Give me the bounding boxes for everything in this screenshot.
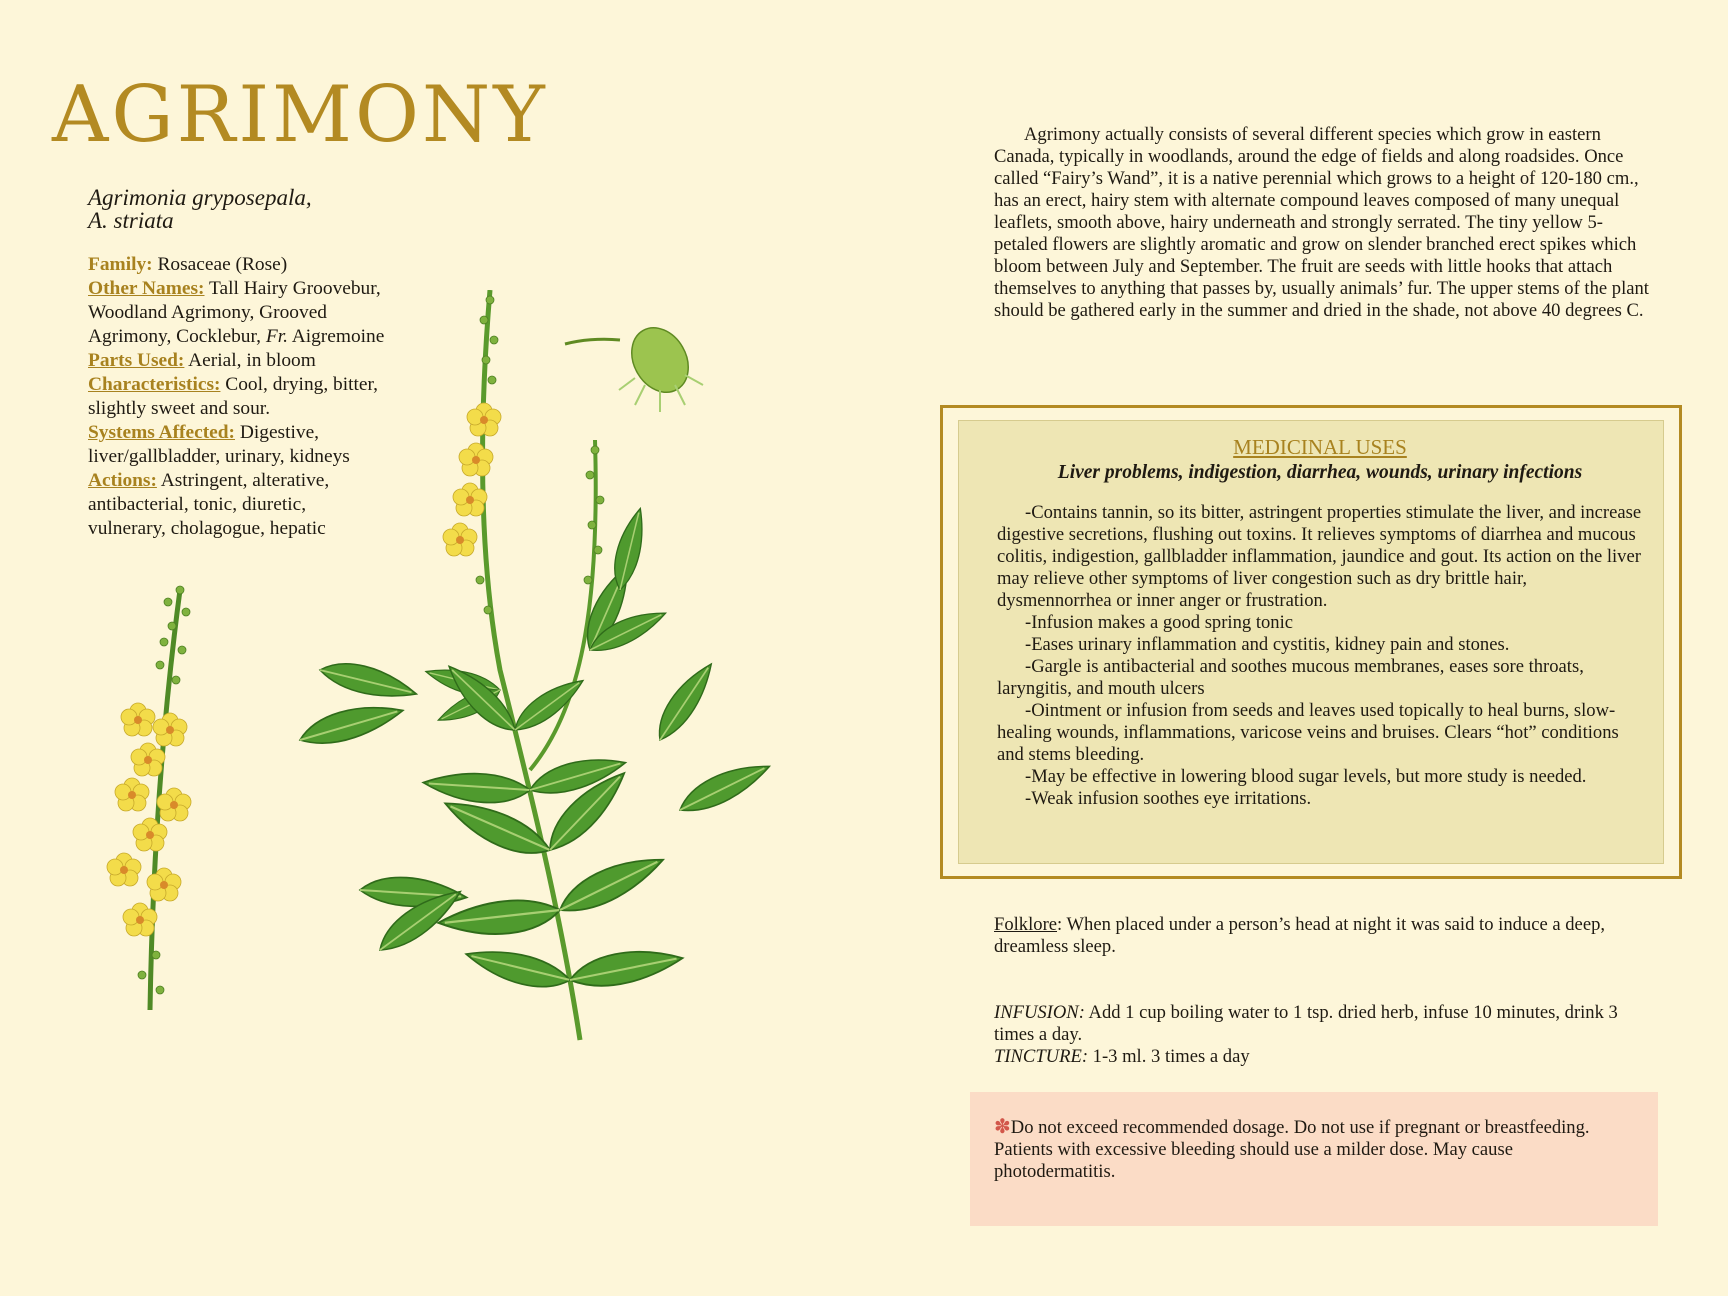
medicinal-use-item: -Contains tannin, so its bitter, astringent properties stimulate the liver, and increase digestive secretions, flushing out toxins. It relieves symptoms of diarrhea and mucous colitis, indigestion, gallbladder inflammation, jaundice and gout. Its action on the liver may relieve other symptoms of liver congestion such as dry brittle hair, dysmennorrhea or inner anger or frustration.	[997, 502, 1642, 611]
medicinal-uses-box	[940, 405, 1682, 879]
fact-actions-value: Astringent, alterative, antibacterial, tonic, diuretic, vulnerary, cholagogue, hepatic	[88, 470, 330, 539]
medicinal-use-item: -Gargle is antibacterial and soothes mucous membranes, eases sore throats, laryngitis, and mouth ulcers	[997, 656, 1584, 699]
dosage-section	[994, 1002, 1654, 1068]
medicinal-use-item: -Eases urinary inflammation and cystitis, kidney pain and stones.	[1025, 634, 1510, 655]
latin-name-line-1: Agrimonia gryposepala,	[88, 185, 312, 210]
fact-other-names-label: Other Names:	[88, 278, 205, 299]
infusion-text: Add 1 cup boiling water to 1 tsp. dried herb, infuse 10 minutes, drink 3 times a day.	[994, 1002, 1618, 1045]
medicinal-use-item: -May be effective in lowering blood sugar levels, but more study is needed.	[1025, 766, 1587, 787]
asterisk-flower-icon: ✽	[994, 1116, 1011, 1138]
fact-other-names-fr-value: Aigremoine	[287, 326, 385, 347]
fact-actions-label: Actions:	[88, 470, 157, 491]
fact-family-value: Rosaceae (Rose)	[152, 254, 288, 275]
fact-other-names-value: Tall Hairy Groovebur, Woodland Agrimony, Grooved Agrimony, Cocklebur,	[88, 278, 381, 347]
warning-box	[970, 1092, 1658, 1226]
folklore-note	[994, 914, 1644, 958]
infusion-label: INFUSION:	[994, 1002, 1085, 1023]
medicinal-use-item: -Ointment or infusion from seeds and leaves used topically to heal burns, slow-healing wounds, inflammations, varicose veins and bruises. Clears “hot” conditions and stems bleeding.	[997, 700, 1619, 765]
folklore-label: Folklore	[994, 914, 1058, 935]
medicinal-use-item: -Infusion makes a good spring tonic	[1025, 612, 1294, 633]
tincture-dosage	[994, 1046, 1654, 1068]
fact-characteristics-label: Characteristics:	[88, 374, 221, 395]
agrimony-illustration	[60, 290, 820, 1150]
latin-name-line-2: A. striata	[88, 208, 174, 233]
latin-name	[88, 186, 418, 232]
medicinal-uses-title: MEDICINAL USES	[1233, 435, 1407, 459]
fact-family	[88, 253, 388, 277]
warning-text: Do not exceed recommended dosage. Do not use if pregnant or breastfeeding. Patients with excessive bleeding should use a milder dose. May cause photodermatitis.	[994, 1117, 1590, 1182]
main-plant	[296, 290, 775, 1040]
page-title: AGRIMONY	[52, 70, 548, 160]
folklore-text: : When placed under a person’s head at night it was said to induce a deep, dreamless sleep.	[994, 914, 1606, 957]
intro-paragraph: Agrimony actually consists of several different species which grow in eastern Canada, typically in woodlands, around the edge of fields and along roadsides. Once called “Fairy’s Wand”, it is a native perennial which grows to a height of 120-180 cm., has an erect, hairy stem with alternate compound leaves composed of many unequal leaflets, smooth above, hairy underneath and strongly serrated. The tiny yellow 5-petaled flowers are slightly aromatic and grow on slender branched erect spikes which bloom between July and September. The fruit are seeds with little hooks that attach themselves to anything that passes by, usually animals’ fur. The upper stems of the plant should be gathered early in the summer and dried in the shade, not above 40 degrees C.	[994, 124, 1649, 321]
fact-characteristics-value: Cool, drying, bitter, slightly sweet and sour.	[88, 374, 379, 419]
fact-family-label: Family:	[88, 254, 153, 275]
fact-systems-value: Digestive, liver/gallbladder, urinary, kidneys	[88, 422, 350, 467]
fact-other-names-fr: Fr.	[265, 326, 288, 347]
flower-spike-detail	[107, 586, 191, 1010]
infusion-dosage	[994, 1002, 1654, 1046]
medicinal-uses-subtitle: Liver problems, indigestion, diarrhea, wounds, urinary infections	[1057, 462, 1583, 483]
medicinal-use-item: -Weak infusion soothes eye irritations.	[1025, 788, 1312, 809]
fact-parts-used-label: Parts Used:	[88, 350, 185, 371]
medicinal-uses-inner	[958, 420, 1664, 864]
tincture-label: TINCTURE:	[994, 1046, 1089, 1067]
fact-parts-used-value: Aerial, in bloom	[184, 350, 316, 371]
tincture-text: 1-3 ml. 3 times a day	[1088, 1046, 1250, 1067]
fact-systems-label: Systems Affected:	[88, 422, 236, 443]
seed-pod-detail	[565, 318, 703, 412]
